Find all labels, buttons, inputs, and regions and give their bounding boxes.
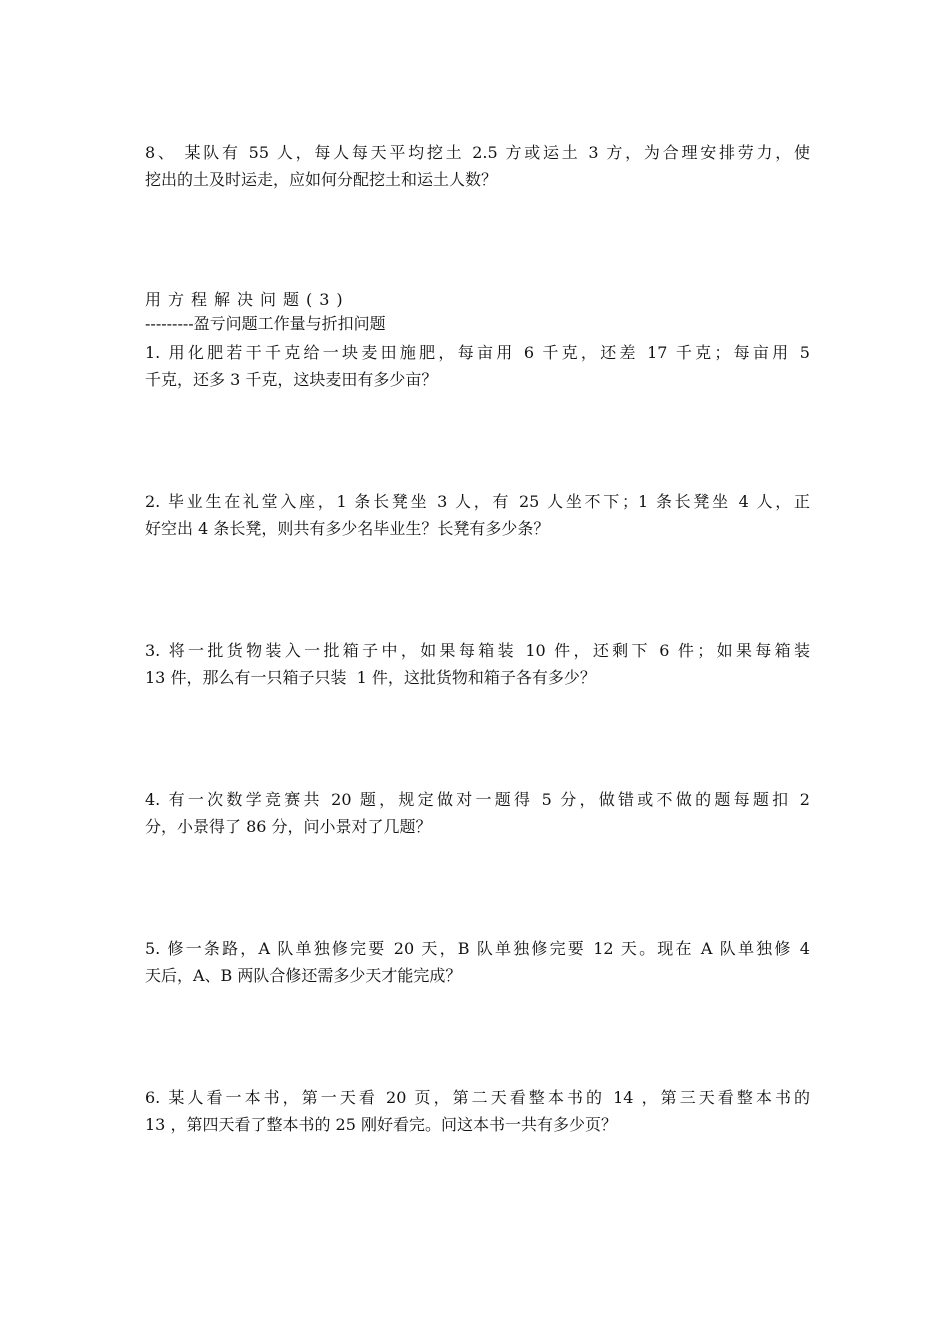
problem-6 bbox=[145, 1084, 810, 1138]
problem-5-line-1: 5. 修一条路，A 队单独修完要 20 天，B 队单独修完要 12 天。现在 A 队单独修 4 bbox=[145, 939, 810, 958]
section-subtitle: ---------盈亏问题工作量与折扣问题 bbox=[145, 314, 386, 333]
problem-5 bbox=[145, 935, 810, 989]
problem-3-line-1: 3. 将一批货物装入一批箱子中，如果每箱装 10 件，还剩下 6 件；如果每箱装 bbox=[145, 641, 810, 660]
problem-6-line-1: 6. 某人看一本书，第一天看 20 页，第二天看整本书的 14 ，第三天看整本书的 bbox=[145, 1088, 810, 1107]
problem-4 bbox=[145, 786, 810, 840]
problem-1 bbox=[145, 339, 810, 393]
problem-1-line-2: 千克，还多 3 千克，这块麦田有多少亩？ bbox=[145, 370, 438, 389]
problem-2-line-2: 好空出 4 条长凳，则共有多少名毕业生？长凳有多少条？ bbox=[145, 519, 550, 538]
section-title: 用方程解决问题(3) bbox=[145, 290, 350, 309]
problem-1-line-1: 1. 用化肥若干千克给一块麦田施肥，每亩用 6 千克，还差 17 千克；每亩用 5 bbox=[145, 343, 810, 362]
problem-2-line-1: 2. 毕业生在礼堂入座，1 条长凳坐 3 人，有 25 人坐不下；1 条长凳坐 4 人，正 bbox=[145, 492, 810, 511]
problem-3-line-2: 13 件，那么有一只箱子只装 1 件，这批货物和箱子各有多少？ bbox=[145, 668, 596, 687]
problem-6-line-2: 13 ，第四天看了整本书的 25 刚好看完。问这本书一共有多少页？ bbox=[145, 1115, 617, 1134]
problem-3 bbox=[145, 637, 810, 691]
section-header bbox=[145, 288, 810, 336]
problem-4-line-1: 4. 有一次数学竞赛共 20 题，规定做对一题得 5 分，做错或不做的题每题扣 2 bbox=[145, 790, 810, 809]
problem-8-line-1: 8、 某队有 55 人，每人每天平均挖土 2.5 方或运土 3 方，为合理安排劳力，使 bbox=[145, 143, 810, 162]
problem-8 bbox=[145, 139, 810, 193]
problem-5-line-2: 天后，A、B 两队合修还需多少天才能完成？ bbox=[145, 966, 462, 985]
problem-8-line-2: 挖出的土及时运走，应如何分配挖土和运土人数？ bbox=[145, 170, 498, 189]
problem-2 bbox=[145, 488, 810, 542]
problem-4-line-2: 分，小景得了 86 分，问小景对了几题？ bbox=[145, 817, 432, 836]
